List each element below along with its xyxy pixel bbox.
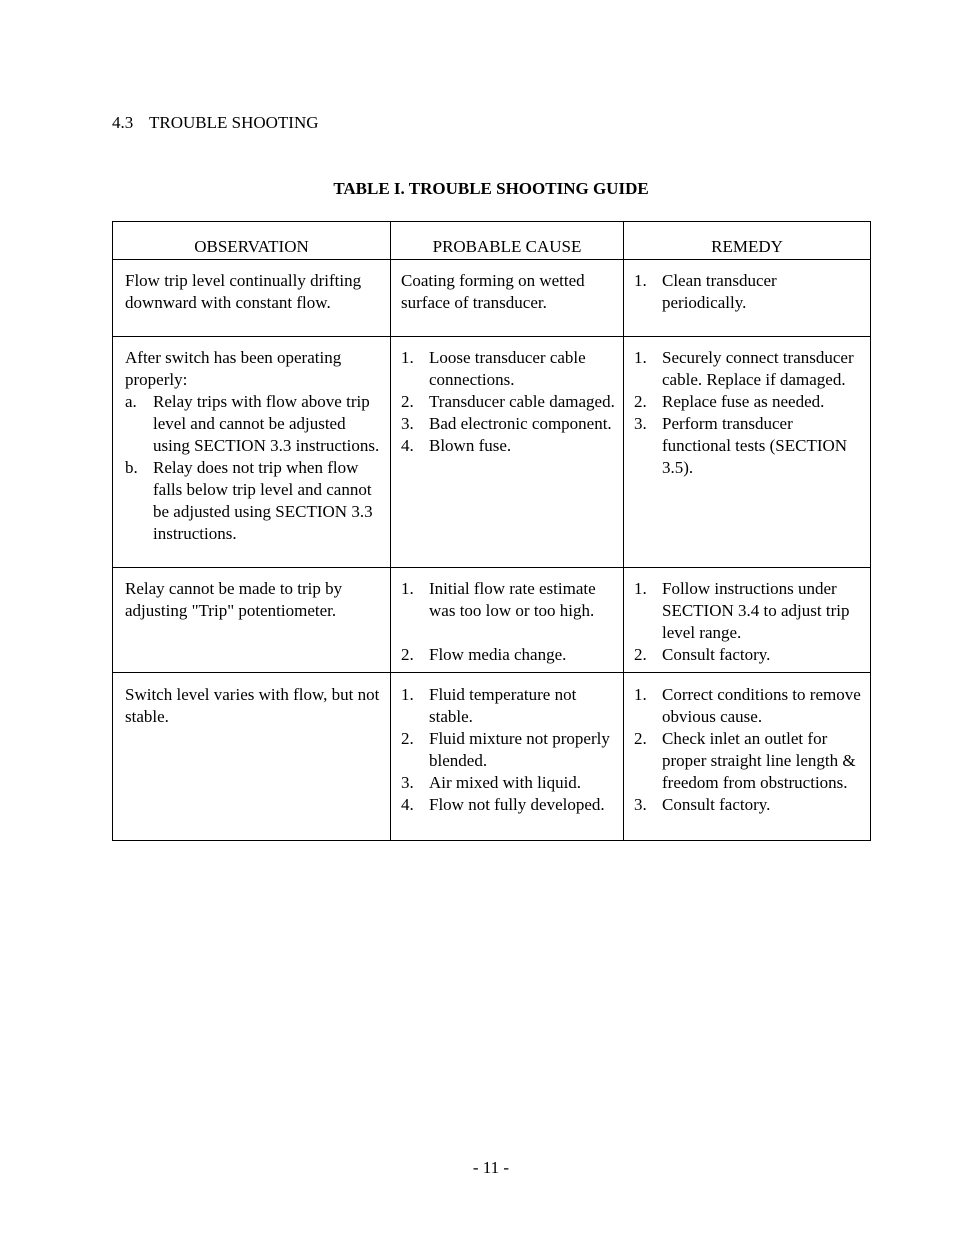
- table-header-row: [113, 222, 871, 260]
- list-item: [401, 347, 617, 391]
- list-item: [401, 772, 617, 794]
- list-marker: 2.: [401, 392, 414, 411]
- list-item-text: Perform transducer functional tests (SECTION 3.5).: [662, 414, 848, 477]
- list-item: [634, 644, 864, 666]
- list-item: [125, 391, 384, 457]
- cause-list: [401, 684, 617, 816]
- table-row: [113, 568, 871, 673]
- observation-text: Switch level varies with flow, but not stable.: [125, 685, 380, 726]
- list-marker: 2.: [634, 645, 647, 664]
- list-marker: 1.: [634, 271, 647, 290]
- list-item-text: Flow not fully developed.: [429, 795, 605, 814]
- list-item-text: Securely connect transducer cable. Replace if damaged.: [662, 348, 854, 389]
- table-row: [113, 260, 871, 337]
- list-item: [401, 644, 617, 666]
- list-marker: 3.: [634, 414, 647, 433]
- header-probable-cause: PROBABLE CAUSE: [391, 222, 624, 260]
- list-item: [401, 578, 617, 622]
- list-item-text: Relay does not trip when flow falls below trip level and cannot be adjusted using SECTION 3.3 instructions.: [153, 458, 373, 543]
- remedy-list: [634, 684, 864, 816]
- section-title: TROUBLE SHOOTING: [149, 113, 319, 132]
- table-row: [113, 337, 871, 568]
- remedy-list: [634, 270, 864, 314]
- observation-list: [125, 391, 384, 545]
- list-item-text: Loose transducer cable connections.: [429, 348, 586, 389]
- list-item-text: Consult factory.: [662, 795, 771, 814]
- observation-cell: [113, 260, 391, 337]
- list-item: [401, 728, 617, 772]
- list-marker: 1.: [401, 579, 414, 598]
- observation-text: Relay cannot be made to trip by adjusting "Trip" potentiometer.: [125, 579, 343, 620]
- list-marker: a.: [125, 392, 137, 411]
- list-marker: 3.: [401, 773, 414, 792]
- section-number: 4.3: [112, 113, 134, 132]
- cause-cell: [391, 337, 624, 568]
- list-marker: 2.: [401, 729, 414, 748]
- cause-cell: [391, 260, 624, 337]
- list-item: [401, 684, 617, 728]
- list-item-text: Relay trips with flow above trip level and cannot be adjusted using SECTION 3.3 instructions.: [153, 392, 380, 455]
- list-marker: 3.: [401, 414, 414, 433]
- list-marker: 1.: [401, 348, 414, 367]
- list-item-text: Follow instructions under SECTION 3.4 to adjust trip level range.: [662, 579, 854, 642]
- observation-cell: [113, 568, 391, 673]
- remedy-list: [634, 347, 864, 479]
- page-number: - 11 -: [472, 1158, 510, 1177]
- cause-list: [401, 347, 617, 457]
- list-item-text: Fluid mixture not properly blended.: [429, 729, 610, 770]
- cause-list: [401, 578, 617, 666]
- list-item-text: Blown fuse.: [429, 436, 512, 455]
- list-marker: 4.: [401, 436, 414, 455]
- remedy-cell: [624, 673, 871, 841]
- trouble-shooting-table: [112, 221, 871, 841]
- list-item-text: Initial flow rate estimate was too low or too high.: [429, 579, 596, 620]
- list-item-text: Fluid temperature not stable.: [429, 685, 577, 726]
- header-remedy: REMEDY: [624, 222, 871, 260]
- cause-cell: [391, 568, 624, 673]
- remedy-cell: [624, 568, 871, 673]
- list-item: [401, 794, 617, 816]
- list-item: [634, 794, 864, 816]
- list-marker: 1.: [634, 348, 647, 367]
- list-marker: 2.: [634, 729, 647, 748]
- list-item-text: Consult factory.: [662, 645, 771, 664]
- cause-cell: [391, 673, 624, 841]
- observation-text: Flow trip level continually drifting downward with constant flow.: [125, 271, 362, 312]
- list-item: [401, 413, 617, 435]
- list-item: [634, 270, 864, 314]
- list-item-text: Check inlet an outlet for proper straight line length & freedom from obstructions.: [662, 729, 856, 792]
- list-item: [634, 578, 864, 644]
- list-marker: 1.: [634, 685, 647, 704]
- list-item-text: Correct conditions to remove obvious cause.: [662, 685, 861, 726]
- remedy-cell: [624, 260, 871, 337]
- list-marker: 2.: [401, 645, 414, 664]
- observation-cell: [113, 337, 391, 568]
- list-spacer: [401, 622, 617, 644]
- remedy-cell: [624, 337, 871, 568]
- list-item: [634, 391, 864, 413]
- list-item: [401, 391, 617, 413]
- remedy-list: [634, 578, 864, 666]
- list-item: [634, 347, 864, 391]
- list-item-text: Air mixed with liquid.: [429, 773, 582, 792]
- list-item-text: Flow media change.: [429, 645, 567, 664]
- list-item: [401, 435, 617, 457]
- list-item-text: Replace fuse as needed.: [662, 392, 825, 411]
- list-item: [634, 413, 864, 479]
- header-observation: OBSERVATION: [113, 222, 391, 260]
- list-marker: 3.: [634, 795, 647, 814]
- list-item-text: Bad electronic component.: [429, 414, 612, 433]
- list-item: [634, 728, 864, 794]
- list-marker: 4.: [401, 795, 414, 814]
- list-item: [125, 457, 384, 545]
- observation-cell: [113, 673, 391, 841]
- cause-text: Coating forming on wetted surface of transducer.: [401, 271, 585, 312]
- list-item: [634, 684, 864, 728]
- list-item-text: Transducer cable damaged.: [429, 392, 615, 411]
- observation-intro: After switch has been operating properly:: [125, 348, 342, 389]
- table-title: TABLE I. TROUBLE SHOOTING GUIDE: [333, 179, 649, 198]
- list-marker: b.: [125, 458, 138, 477]
- list-item-text: Clean transducer periodically.: [662, 271, 777, 312]
- list-marker: 1.: [634, 579, 647, 598]
- list-marker: 2.: [634, 392, 647, 411]
- table-row: [113, 673, 871, 841]
- section-heading: [112, 112, 319, 134]
- list-marker: 1.: [401, 685, 414, 704]
